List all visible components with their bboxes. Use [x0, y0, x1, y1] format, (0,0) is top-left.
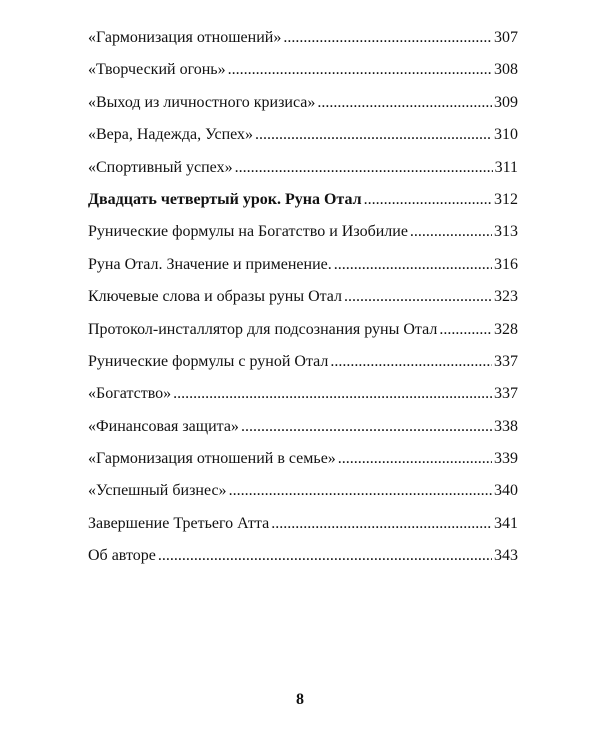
toc-entry-page: 340 [494, 482, 518, 500]
toc-entry-page: 308 [494, 61, 518, 79]
toc-dot-leader [334, 255, 492, 275]
toc-entry-title: Об авторе [88, 547, 156, 565]
toc-dot-leader [330, 352, 492, 372]
toc-dot-leader [229, 481, 492, 501]
toc-entry-page: 311 [494, 158, 518, 176]
toc-dot-leader [255, 125, 492, 145]
toc-entry-title: «Выход из личностного кризиса» [88, 93, 316, 111]
toc-entry-title: «Гармонизация отношений» [88, 29, 282, 46]
toc-dot-leader [439, 320, 492, 340]
toc-entry-title: Рунические формулы с руной Отал [88, 352, 329, 370]
toc-dot-leader [410, 222, 492, 242]
toc-entry [88, 28, 518, 60]
toc-dot-leader [283, 28, 492, 48]
toc-dot-leader [364, 190, 492, 210]
toc-entry [88, 93, 518, 125]
toc-dot-leader [173, 384, 492, 404]
toc-entry-page: 337 [494, 352, 518, 370]
toc-entry [88, 449, 518, 481]
toc-entry-page: 328 [494, 320, 518, 338]
toc-entry-title: Ключевые слова и образы руны Отал [88, 288, 343, 306]
toc-entry-title: «Гармонизация отношений в семье» [88, 450, 336, 468]
toc-entry-page: 337 [494, 385, 518, 403]
toc-entry [88, 60, 518, 92]
toc-entry-page: 309 [494, 93, 518, 111]
toc-entry-page: 310 [494, 126, 518, 144]
toc-entry [88, 320, 518, 352]
toc-entry-title: «Спортивный успех» [88, 158, 233, 176]
toc-dot-leader [317, 93, 492, 113]
toc-entry-title: Завершение Третьего Атта [88, 514, 270, 532]
toc-dot-leader [158, 546, 492, 566]
toc-entry-page: 307 [494, 29, 518, 46]
toc-entry-title: Двадцать четвертый урок. Руна Отал [88, 190, 362, 208]
table-of-contents [88, 28, 518, 579]
toc-entry-title: «Богатство» [88, 385, 172, 403]
toc-entry [88, 125, 518, 157]
toc-entry [88, 158, 518, 190]
toc-entry [88, 417, 518, 449]
toc-entry-title: «Вера, Надежда, Успех» [88, 126, 254, 144]
toc-dot-leader [344, 287, 492, 307]
toc-entry [88, 514, 518, 546]
toc-dot-leader [271, 514, 492, 534]
toc-entry [88, 384, 518, 416]
toc-entry-title: «Успешный бизнес» [88, 482, 227, 500]
toc-entry-page: 338 [494, 417, 518, 435]
toc-entry [88, 352, 518, 384]
toc-entry [88, 481, 518, 513]
toc-entry-page: 313 [494, 223, 518, 241]
page-number: 8 [296, 691, 304, 708]
toc-entry-title: Рунические формулы на Богатство и Изобилие [88, 223, 408, 241]
toc-entry-page: 312 [494, 190, 518, 208]
toc-entry [88, 222, 518, 254]
toc-entry-page: 316 [494, 255, 518, 273]
toc-dot-leader [241, 417, 492, 437]
toc-entry-page: 343 [494, 547, 518, 565]
toc-dot-leader [338, 449, 492, 469]
toc-section-heading [88, 190, 518, 222]
toc-entry-title: «Творческий огонь» [88, 61, 226, 79]
toc-entry-page: 339 [494, 450, 518, 468]
toc-dot-leader [235, 158, 493, 178]
toc-entry [88, 287, 518, 319]
toc-entry-title: «Финансовая защита» [88, 417, 239, 435]
toc-entry [88, 546, 518, 578]
toc-entry-title: Протокол-инсталлятор для подсознания руны Отал [88, 320, 438, 338]
toc-entry-page: 323 [494, 288, 518, 306]
toc-entry-title: Руна Отал. Значение и применение. [88, 255, 332, 273]
toc-entry-page: 341 [494, 514, 518, 532]
toc-entry [88, 255, 518, 287]
toc-dot-leader [228, 60, 492, 80]
